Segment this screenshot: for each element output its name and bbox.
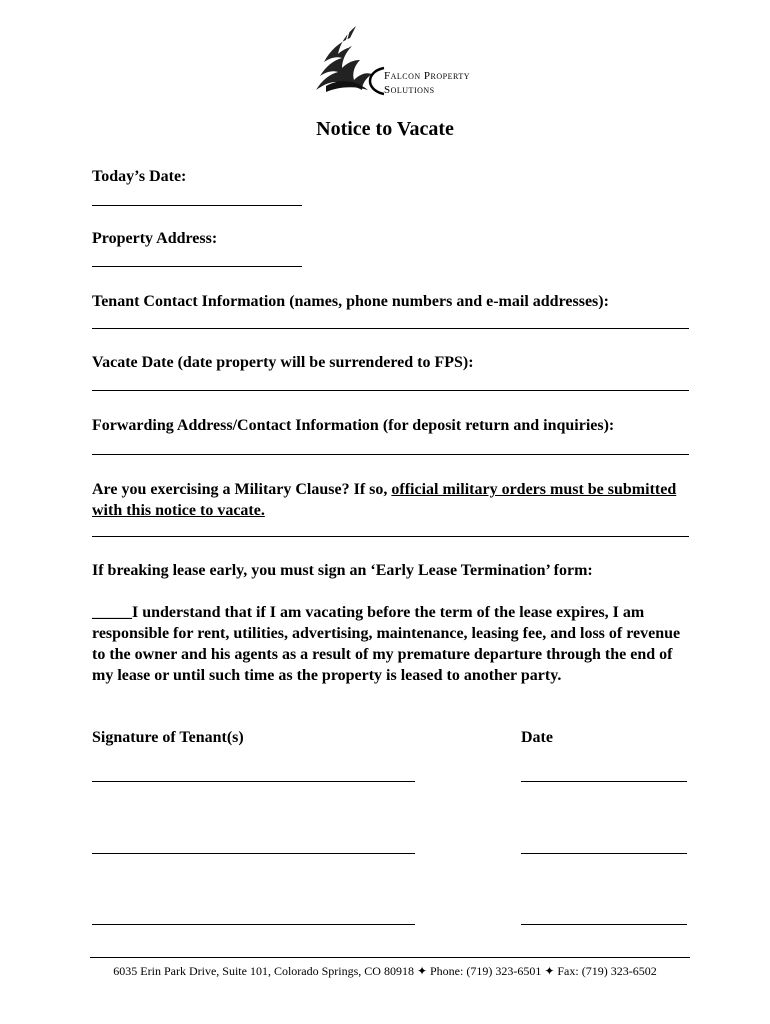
military-clause-text: [92, 479, 692, 521]
logo-name-line2-text: Solutions: [384, 84, 435, 96]
tenant-signature-line-3[interactable]: [92, 924, 415, 925]
signature-date-line-3[interactable]: [521, 924, 687, 925]
vacate-date-label: Vacate Date (date property will be surrendered to FPS):: [92, 354, 474, 371]
early-termination-notice: If breaking lease early, you must sign an ‘Early Lease Termination’ form:: [92, 562, 593, 579]
vacate-date-field[interactable]: [92, 390, 689, 391]
property-address-label: Property Address:: [92, 230, 218, 247]
company-logo: [306, 20, 476, 104]
footer-contact-info: 6035 Erin Park Drive, Suite 101, Colorado Springs, CO 80918 ✦ Phone: (719) 323-6501 ✦ Fax: (719) 323-6502: [113, 964, 657, 978]
page-title: Notice to Vacate: [316, 118, 454, 140]
todays-date-label: Today’s Date:: [92, 168, 187, 185]
tenant-contact-label: Tenant Contact Information (names, phone numbers and e-mail addresses):: [92, 293, 609, 310]
todays-date-field[interactable]: [92, 205, 302, 206]
military-orders-requirement: official military orders must be submitted with this notice to vacate.: [92, 481, 677, 519]
acknowledgement-paragraph: [92, 602, 692, 686]
footer-divider: [90, 957, 690, 958]
logo-name-line1: [384, 70, 470, 82]
tenant-contact-field[interactable]: [92, 328, 689, 329]
forwarding-address-field[interactable]: [92, 454, 689, 455]
tenant-signature-line-2[interactable]: [92, 853, 415, 854]
acknowledgement-text: I understand that if I am vacating before the term of the lease expires, I am responsible for rent, utilities, advertising, maintenance, leasing fee, and loss of revenue to the owner and his agents as a result of my premature departure through the end of my lease or until such time as the property is leased to another party.: [92, 604, 681, 684]
signature-date-line-2[interactable]: [521, 853, 687, 854]
date-label: Date: [521, 729, 553, 746]
forwarding-address-label: Forwarding Address/Contact Information (for deposit return and inquiries):: [92, 417, 615, 434]
logo-name-line2: [384, 84, 435, 96]
signature-date-line-1[interactable]: [521, 781, 687, 782]
property-address-field[interactable]: [92, 266, 302, 267]
military-clause-field[interactable]: [92, 536, 689, 537]
signature-label: Signature of Tenant(s): [92, 729, 244, 746]
logo-name-line1-text: Falcon Property: [384, 70, 471, 82]
military-question: Are you exercising a Military Clause? If so,: [92, 481, 392, 498]
tenant-signature-line-1[interactable]: [92, 781, 415, 782]
initials-blank[interactable]: _____: [92, 604, 132, 621]
